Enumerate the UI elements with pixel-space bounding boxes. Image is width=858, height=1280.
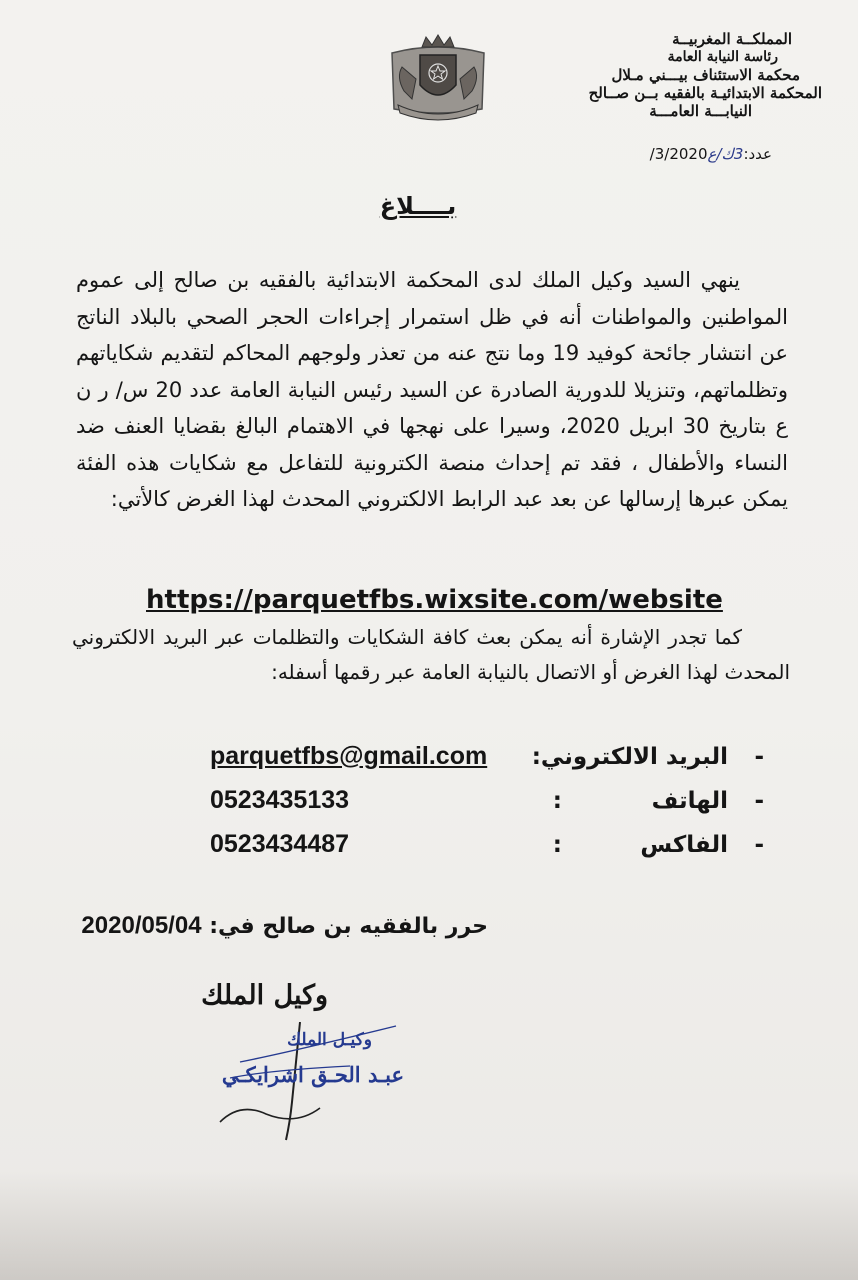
contact-item-fax	[200, 832, 770, 876]
contact-item-phone	[200, 788, 770, 832]
reference-label: عدد:	[743, 145, 772, 163]
signer-title: وكيل الملك	[201, 980, 328, 1011]
announcement-body	[76, 262, 788, 518]
reference-handwritten: 3ك/ع	[707, 145, 744, 163]
moroccan-coat-of-arms-icon	[382, 33, 494, 121]
page-shadow	[0, 1170, 858, 1280]
announcement-body-continued	[72, 620, 790, 689]
list-bullet: -	[754, 832, 764, 858]
contact-list	[200, 744, 770, 876]
contact-label-phone: الهاتف	[651, 788, 728, 814]
contact-phone-number: 0523435133	[210, 786, 350, 814]
list-bullet: -	[754, 788, 764, 814]
contact-label-email: البريد الالكتروني:	[531, 744, 728, 770]
reference-number	[650, 145, 772, 163]
letterhead-kingdom: المملكــة المغربيــة	[672, 30, 792, 48]
body-paragraph-2: كما تجدر الإشارة أنه يمكن بعث كافة الشكايات والتظلمات عبر البريد الالكتروني المحدث لهذا الغرض أو الاتصال بالنيابة العامة عبر رقمها أسفله:	[72, 625, 790, 684]
list-bullet: -	[754, 744, 764, 770]
stamp-official-name: عبـد الحـق اشرايكـي	[221, 1062, 404, 1087]
letterhead-presidency: رئاسة النيابة العامة	[667, 49, 778, 65]
body-paragraph-1: ينهي السيد وكيل الملك لدى المحكمة الابتدائية بالفقيه بن صالح إلى عموم المواطنين والمواطنات أنه في ظل استمرار إجراءات الحجر الصحي بالبلاد الناتج عن انتشار جائحة كوفيد 19 وما نتج عنه من تعذر ولوجهم المحاكم لتقديم شكاياتهم وتظلماتهم، وتنزيلا للدورية الصادرة عن السيد رئيس النيابة العامة عدد 20 س/ ر ن ع بتاريخ 30 ابريل 2020، وسيرا على نهجها في الاهتمام البالغ بقضايا العنف ضد النساء والأطفال ، فقد تم إحداث منصة الكترونية للتفاعل مع شكايات هذه الفئة يمكن عبرها إرسالها عن بعد عبد الرابط الالكتروني المحدث لهذا الغرض كالأتي:	[76, 268, 788, 511]
letterhead	[470, 30, 822, 120]
document-title: بــــلاغ	[379, 192, 457, 220]
contact-label-fax: الفاكس	[640, 832, 728, 858]
letterhead-appeal-court: محكمة الاستئناف بيـــني مـلال	[611, 66, 800, 84]
issued-place-date	[68, 912, 488, 940]
complaint-platform-link[interactable]: https://parquetfbs.wixsite.com/website	[146, 585, 723, 615]
contact-email-link[interactable]: parquetfbs@gmail.com	[210, 742, 488, 770]
letterhead-first-instance-court: المحكمة الابتدائيـة بالفقيه بــن صــالح	[588, 84, 822, 102]
contact-colon: :	[552, 788, 562, 814]
contact-fax-number: 0523434487	[210, 830, 350, 858]
stamp-office: وكيـل الملك	[287, 1030, 372, 1050]
reference-value: 3/2020/	[649, 145, 708, 163]
issued-label: حرر بالفقيه بن صالح في:	[209, 914, 488, 939]
issued-date: 2020/05/04	[81, 912, 202, 939]
contact-colon: :	[552, 832, 562, 858]
letterhead-prosecution: النيابـــة العامـــة	[649, 102, 752, 120]
contact-item-email	[200, 744, 770, 788]
